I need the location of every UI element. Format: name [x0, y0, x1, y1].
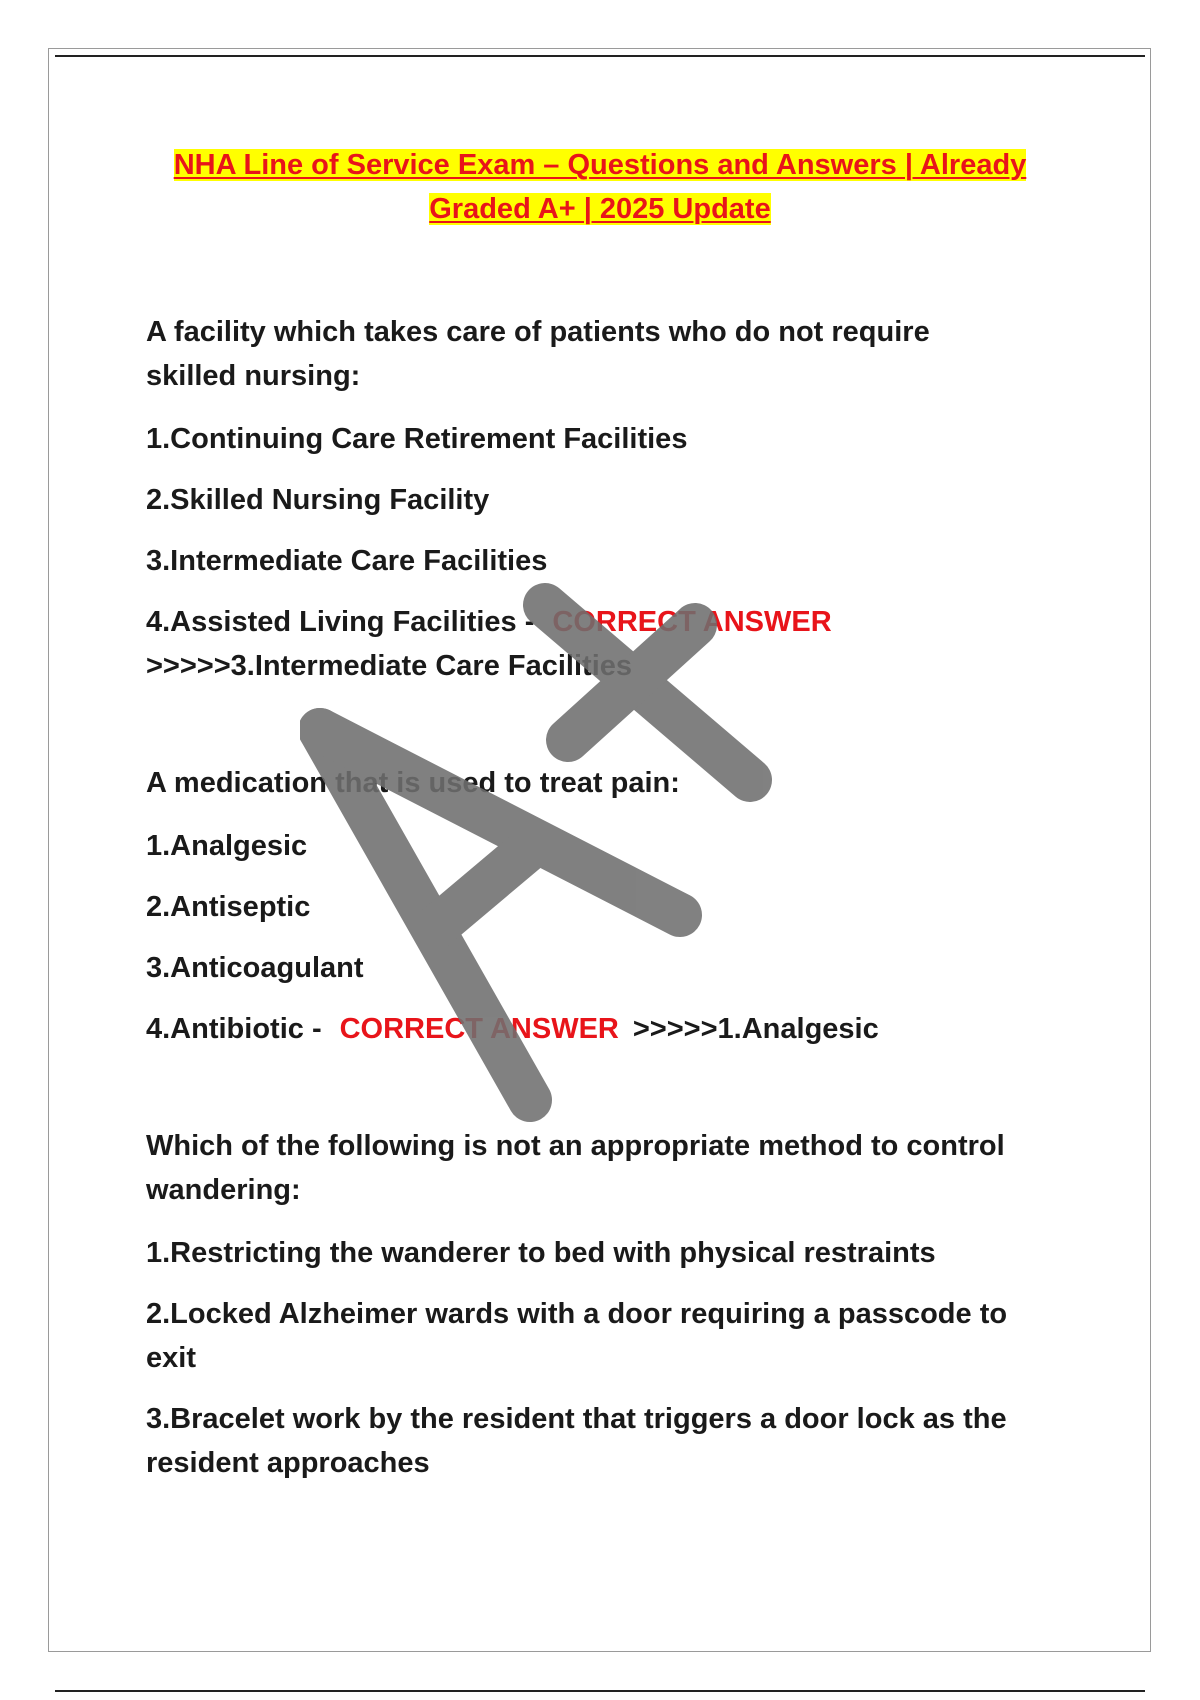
title-line-1: NHA Line of Service Exam – Questions and Answers | Already — [173, 149, 1027, 181]
question-2-option-2: 2.Antiseptic — [146, 891, 311, 923]
question-3-option-3: 3.Bracelet work by the resident that triggers a door lock as the resident approaches — [146, 1403, 1007, 1479]
question-3-prompt: Which of the following is not an appropriate method to control wandering: — [146, 1130, 1005, 1206]
question-3-option-1: 1.Restricting the wanderer to bed with physical restraints — [146, 1237, 936, 1269]
question-1-prompt: A facility which takes care of patients who do not require skilled nursing: — [146, 316, 930, 392]
question-1-option-1: 1.Continuing Care Retirement Facilities — [146, 423, 688, 455]
question-list — [146, 310, 1066, 1502]
question-2-prompt: A medication that is used to treat pain: — [146, 767, 680, 799]
question-2-answer-text: >>>>>1.Analgesic — [632, 1013, 879, 1045]
title-line-2: Graded A+ | 2025 Update — [429, 193, 771, 225]
question-2-option-3: 3.Anticoagulant — [146, 952, 364, 984]
top-divider — [55, 55, 1145, 57]
question-1-answer-label: CORRECT ANSWER — [552, 606, 832, 638]
question-1-option-4: 4.Assisted Living Facilities - CORRECT ANSWER >>>>>3.Intermediate Care Facilities — [146, 606, 832, 682]
question-3-option-2: 2.Locked Alzheimer wards with a door requiring a passcode to exit — [146, 1298, 1008, 1374]
question-2-option-1: 1.Analgesic — [146, 830, 308, 862]
bottom-divider — [55, 1690, 1145, 1692]
question-2-answer-label: CORRECT ANSWER — [339, 1013, 619, 1045]
question-1-answer-text: >>>>>3.Intermediate Care Facilities — [146, 650, 633, 682]
question-1-option-3: 3.Intermediate Care Facilities — [146, 545, 548, 577]
question-1-option-2: 2.Skilled Nursing Facility — [146, 484, 490, 516]
question-2-option-4: 4.Antibiotic - CORRECT ANSWER >>>>>1.Analgesic — [146, 1013, 879, 1045]
document-title — [150, 143, 1050, 231]
